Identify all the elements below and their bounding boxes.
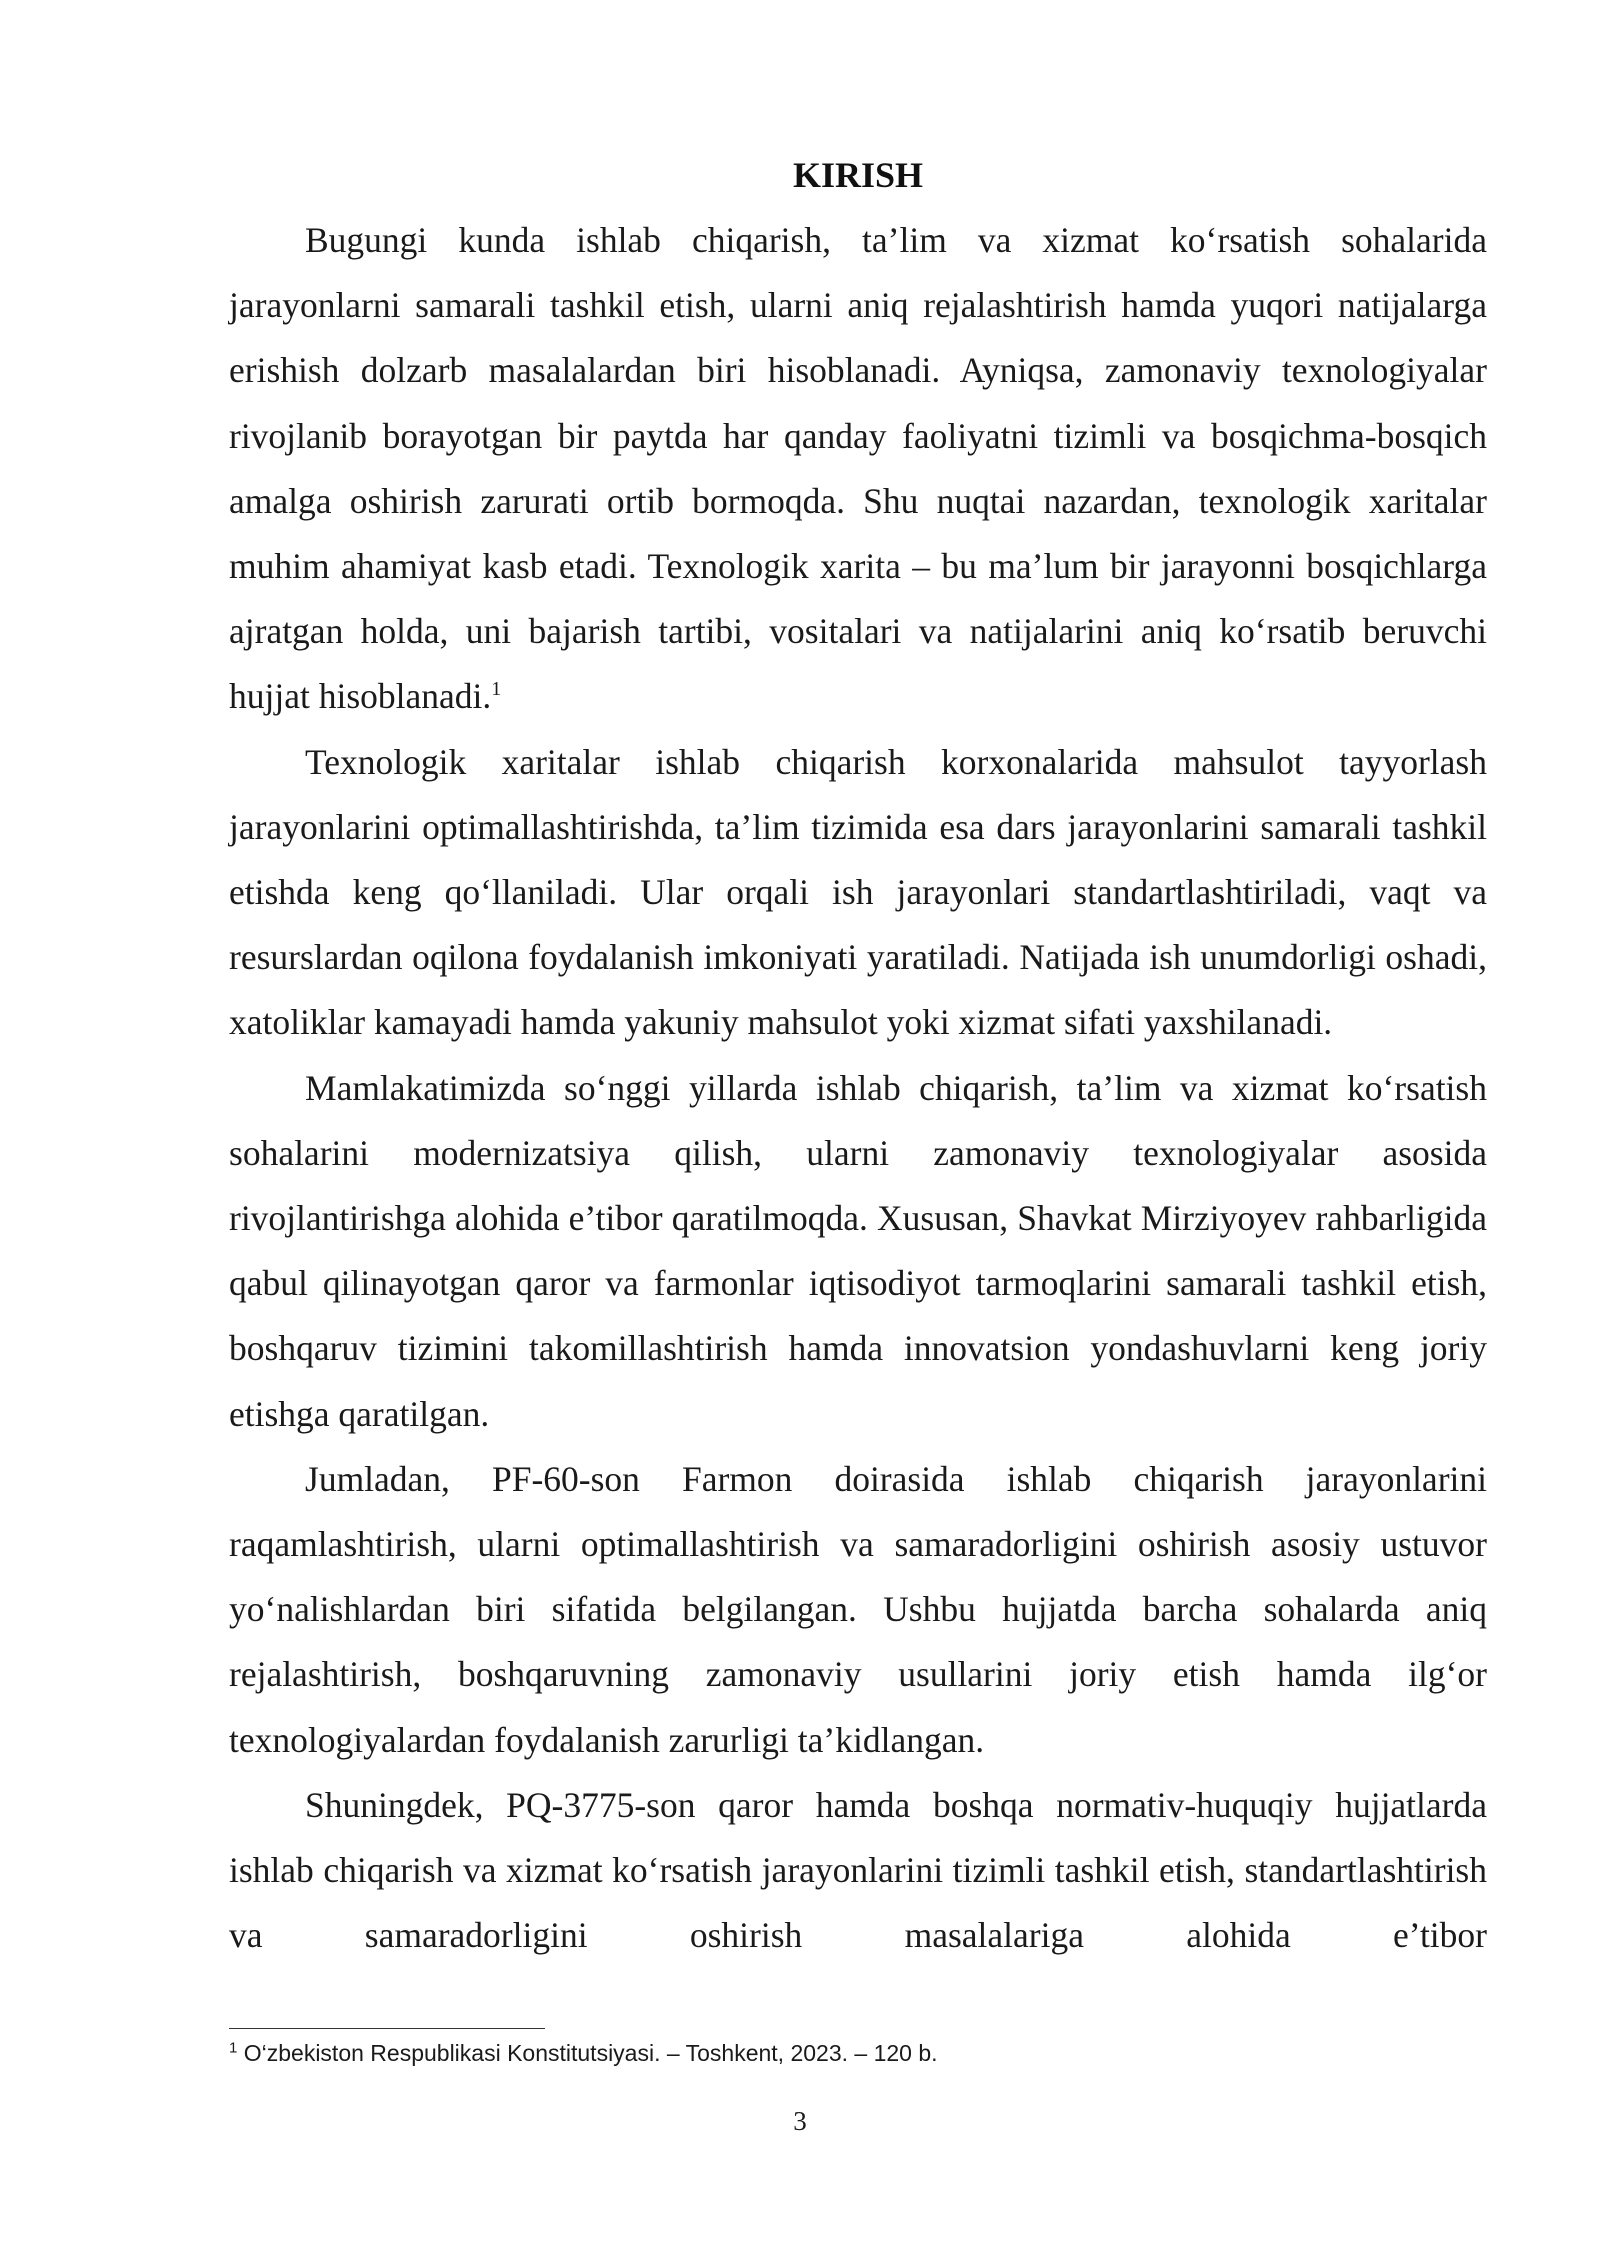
footnote-text: O‘zbekiston Respublikasi Konstitutsiyasi. – Toshkent, 2023. – 120 b. bbox=[237, 2040, 938, 2066]
footnote-number: 1 bbox=[229, 2039, 238, 2057]
footnote-reference[interactable]: 1 bbox=[491, 678, 502, 701]
page-number: 3 bbox=[793, 2106, 807, 2136]
paragraph-1-text: Bugungi kunda ishlab chiqarish, ta’lim va xizmat ko‘rsatish sohalarida jarayonlarni samarali tashkil etish, ularni aniq rejalashtirish hamda yuqori natijalarga erishish dolzarb masalalardan biri hisoblanadi. Ayniqsa, zamonaviy texnologiyalar rivojlanib borayotgan bir paytda har qanday faoliyatni tizimli va bosqichma-bosqich amalga oshirish zarurati ortib bormoqda. Shu nuqtai nazardan, texnologik xaritalar muhim ahamiyat kasb etadi. Texnologik xarita – bu ma’lum bir jarayonni bosqichlarga ajratgan holda, uni bajarish tartibi, vositalari va natijalarini aniq ko‘rsatib beruvchi hujjat hisoblanadi. bbox=[229, 220, 1487, 717]
paragraph-5: Shuningdek, PQ-3775-son qaror hamda boshqa normativ-huquqiy hujjatlarda ishlab chiqarish va xizmat ko‘rsatish jarayonlarini tizimli tashkil etish, standartlashtirish va samaradorligini oshirish masalalariga alohida e’tibor bbox=[229, 1784, 1487, 1956]
paragraph-1 bbox=[229, 208, 1487, 730]
page-body bbox=[229, 150, 1487, 1968]
footnote-separator bbox=[229, 2028, 545, 2029]
footnote bbox=[229, 2038, 1487, 2068]
paragraph-2: Texnologik xaritalar ishlab chiqarish korxonalarida mahsulot tayyorlash jarayonlarini optimallashtirishda, ta’lim tizimida esa dars jarayonlarini samarali tashkil etishda keng qo‘llaniladi. Ular orqali ish jarayonlari standartlashtiriladi, vaqt va resurslardan oqilona foydalanish imkoniyati yaratiladi. Natijada ish unumdorligi oshadi, xatoliklar kamayadi hamda yakuniy mahsulot yoki xizmat sifati yaxshilanadi. bbox=[229, 741, 1487, 1043]
paragraph-4: Jumladan, PF-60-son Farmon doirasida ishlab chiqarish jarayonlarini raqamlashtirish, ularni optimallashtirish va samaradorligini oshirish asosiy ustuvor yo‘nalishlardan biri sifatida belgilangan. Ushbu hujjatda barcha sohalarda aniq rejalashtirish, boshqaruvning zamonaviy usullarini joriy etish hamda ilg‘or texnologiyalardan foydalanish zarurligi ta’kidlangan. bbox=[229, 1458, 1487, 1760]
page-title: KIRISH bbox=[792, 155, 924, 195]
paragraph-3: Mamlakatimizda so‘nggi yillarda ishlab chiqarish, ta’lim va xizmat ko‘rsatish sohalarini modernizatsiya qilish, ularni zamonaviy texnologiyalar asosida rivojlantirishga alohida e’tibor qaratilmoqda. Xususan, Shavkat Mirziyoyev rahbarligida qabul qilinayotgan qaror va farmonlar iqtisodiyot tarmoqlarini samarali tashkil etish, boshqaruv tizimini takomillashtirish hamda innovatsion yondashuvlarni keng joriy etishga qaratilgan. bbox=[229, 1067, 1487, 1434]
